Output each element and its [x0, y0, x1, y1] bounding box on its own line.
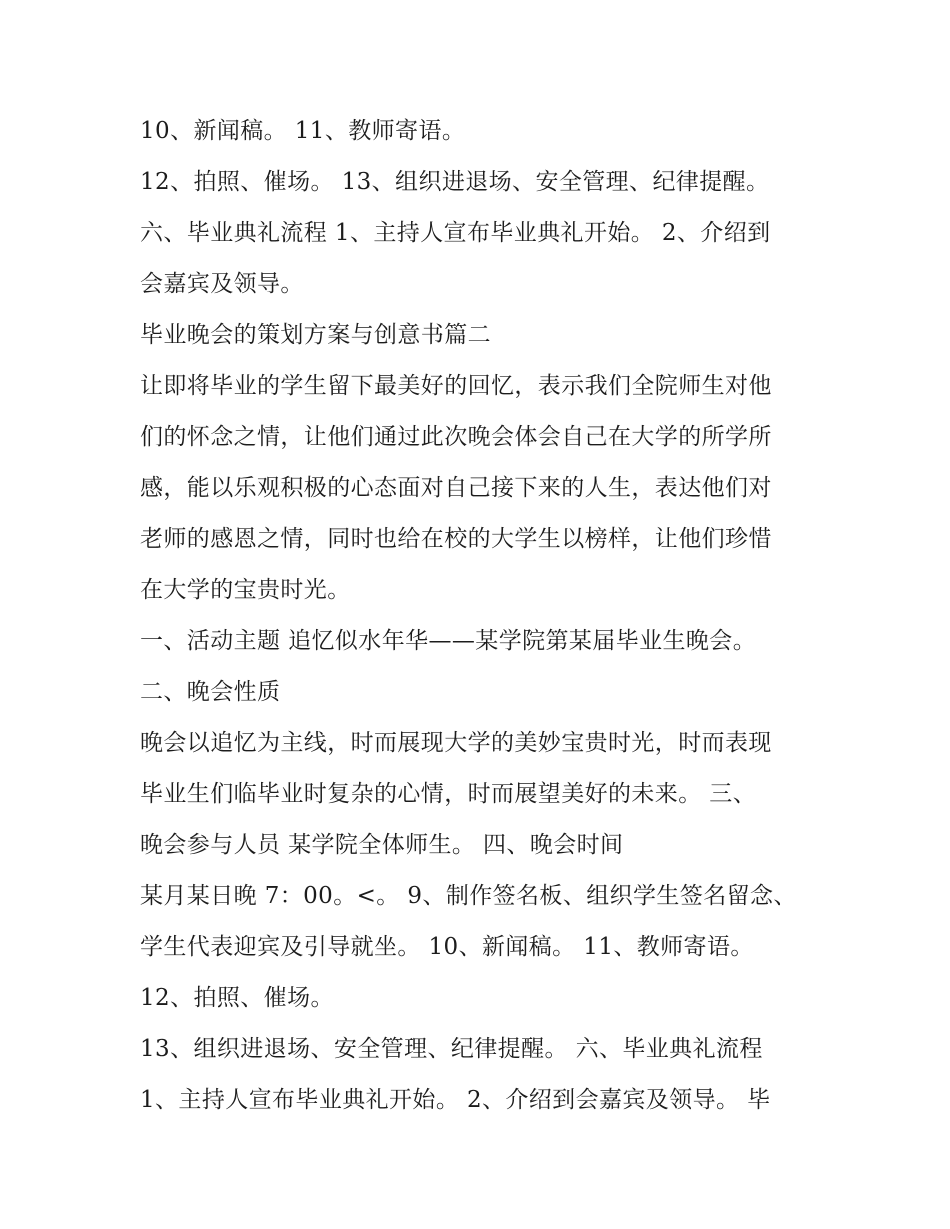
- section-heading: 毕业晚会的策划方案与创意书篇二: [140, 322, 491, 348]
- text-line: 晚会参与人员 某学院全体师生。 四、晚会时间: [140, 832, 624, 858]
- text-line: 们的怀念之情，让他们通过此次晚会体会自己在大学的所学所: [140, 424, 772, 450]
- document-body: [140, 106, 820, 1126]
- text-line: 12、拍照、催场。: [140, 985, 334, 1011]
- text-line: 六、毕业典礼流程 1、主持人宣布毕业典礼开始。 2、介绍到: [140, 220, 771, 246]
- text-line: 学生代表迎宾及引导就坐。 10、新闻稿。 11、教师寄语。: [140, 934, 754, 960]
- text-line: 在大学的宝贵时光。: [140, 577, 351, 603]
- text-line: 13、组织进退场、安全管理、纪律提醒。 六、毕业典礼流程: [140, 1036, 763, 1062]
- text-line: 12、拍照、催场。 13、组织进退场、安全管理、纪律提醒。: [140, 169, 770, 195]
- text-line: 某月某日晚 7：00。<。 9、制作签名板、组织学生签名留念、: [140, 883, 797, 909]
- text-line: 会嘉宾及领导。: [140, 271, 304, 297]
- text-line: 二、晚会性质: [140, 679, 281, 705]
- text-line: 1、主持人宣布毕业典礼开始。 2、介绍到会嘉宾及领导。 毕: [140, 1087, 771, 1113]
- text-line: 感，能以乐观积极的心态面对自己接下来的人生，表达他们对: [140, 475, 772, 501]
- text-line: 老师的感恩之情，同时也给在校的大学生以榜样，让他们珍惜: [140, 526, 772, 552]
- text-line: 让即将毕业的学生留下最美好的回忆，表示我们全院师生对他: [140, 373, 772, 399]
- text-line: 一、活动主题 追忆似水年华——某学院第某届毕业生晚会。: [140, 628, 757, 654]
- text-line: 晚会以追忆为主线，时而展现大学的美妙宝贵时光，时而表现: [140, 730, 772, 756]
- text-line: 10、新闻稿。 11、教师寄语。: [140, 118, 466, 144]
- text-line: 毕业生们临毕业时复杂的心情，时而展望美好的未来。 三、: [140, 781, 757, 807]
